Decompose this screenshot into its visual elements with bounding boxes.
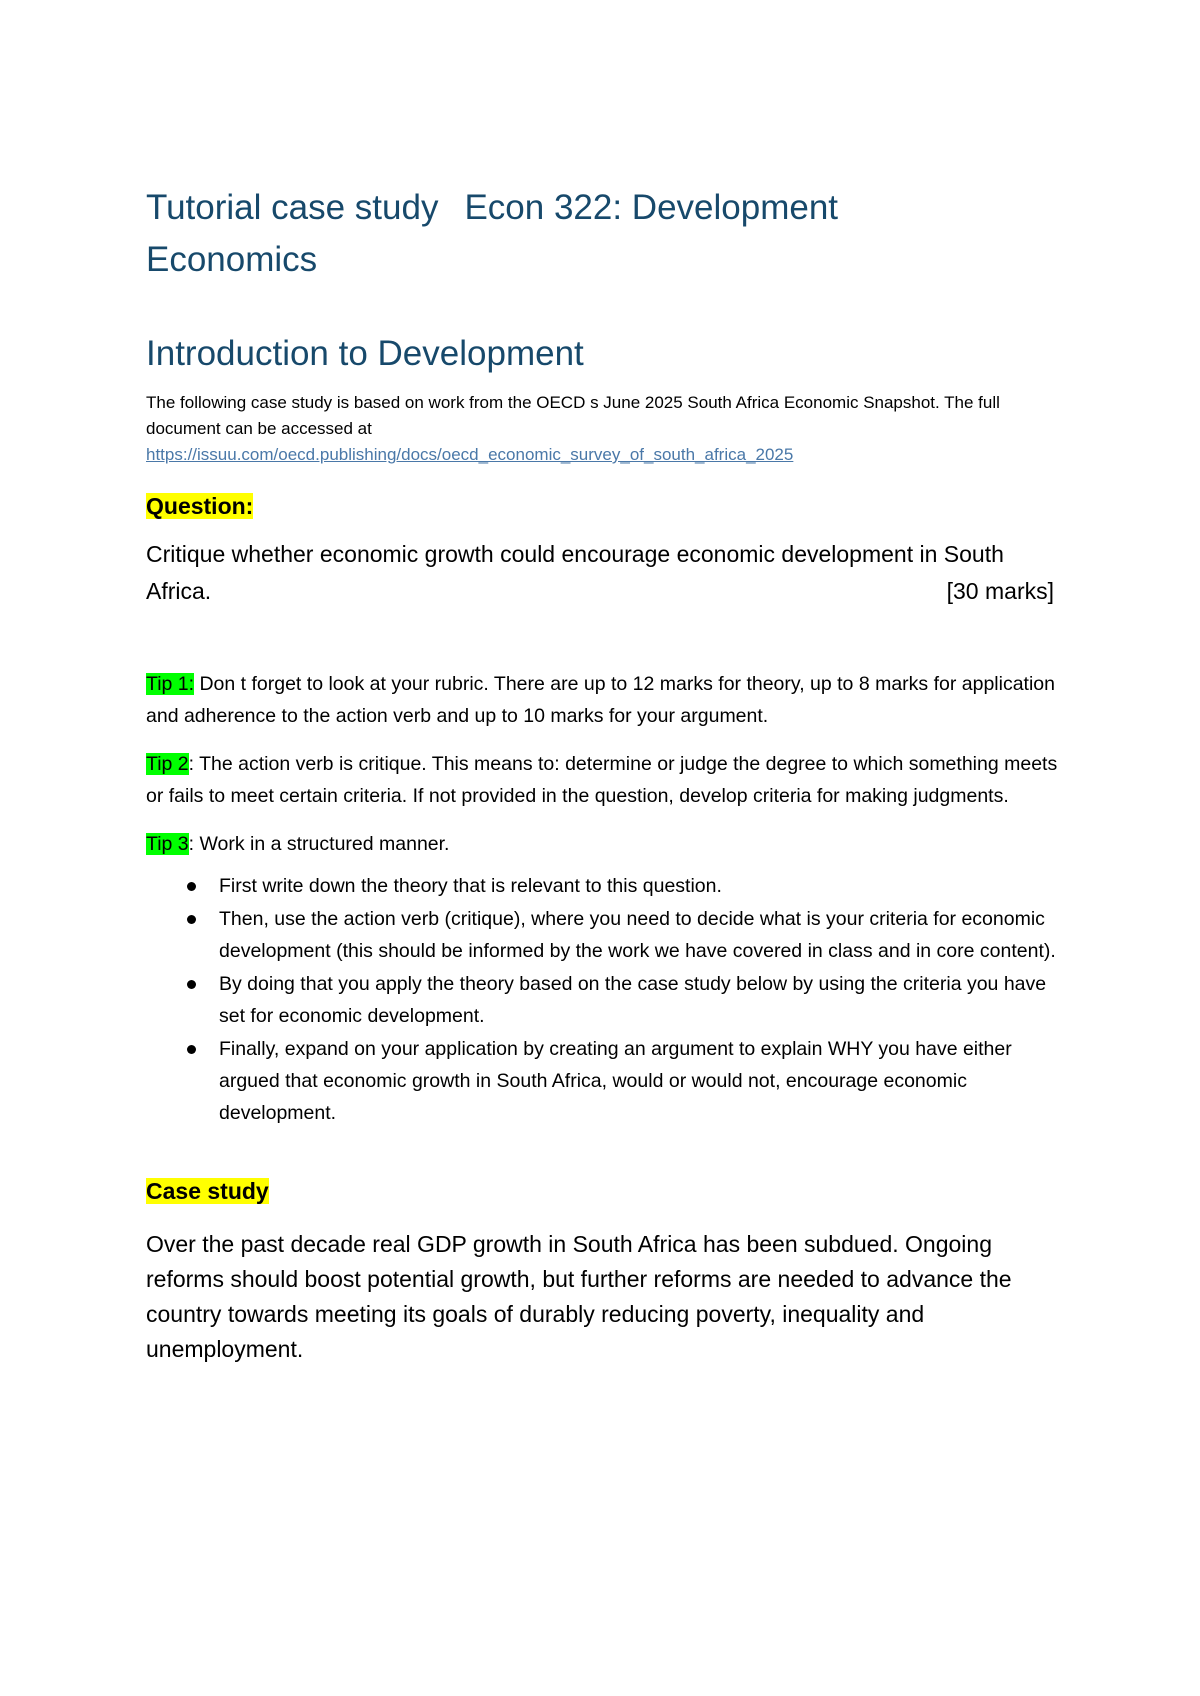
document-title (146, 182, 1066, 286)
question-heading-label: Question: (146, 493, 254, 519)
bullet-icon (187, 980, 196, 989)
title-part-1: Tutorial case study (146, 188, 439, 227)
tip-2-label: Tip 2 (146, 753, 189, 775)
tip-1-label: Tip 1: (146, 673, 195, 695)
case-study-text: Over the past decade real GDP growth in South Africa has been subdued. Ongoing reforms should boost potential growth, but further reforms are needed to advance the country towards meeting its goals of durably reducing poverty, inequality and unemployment. (146, 1231, 1012, 1362)
question-marks: [30 marks] (946, 578, 1054, 604)
question-body: Critique whether economic growth could encourage economic development in South Africa. (146, 541, 1004, 604)
tip-1 (146, 668, 1066, 732)
tip-2 (146, 748, 1066, 812)
bullet-icon (187, 882, 196, 891)
list-item-text: Then, use the action verb (critique), where you need to decide what is your criteria for economic development (this should be informed by the work we have covered in class and in core content). (219, 908, 1056, 962)
bullet-icon (187, 915, 196, 924)
case-study-heading-label: Case study (146, 1178, 269, 1204)
steps-list (146, 870, 1066, 1129)
tip-3-text: : Work in a structured manner. (188, 833, 450, 855)
bullet-icon (187, 1045, 196, 1054)
list-item-text: Finally, expand on your application by creating an argument to explain WHY you have either argued that economic growth in South Africa, would or would not, encourage economic development. (219, 1038, 1012, 1124)
tip-1-text: Don t forget to look at your rubric. There are up to 12 marks for theory, up to 8 marks for application and adherence to the action verb and up to 10 marks for your argument. (146, 673, 1055, 727)
tip-3-label: Tip 3 (146, 833, 189, 855)
document-page (146, 182, 1066, 1367)
list-item-text: First write down the theory that is relevant to this question. (219, 875, 722, 897)
tip-2-text: : The action verb is critique. This means to: determine or judge the degree to which something meets or fails to meet certain criteria. If not provided in the question, develop criteria for making judgments. (146, 753, 1058, 807)
list-item (146, 870, 1066, 902)
question-text (146, 536, 1066, 610)
title-part-2: Econ 322: Development (464, 188, 839, 227)
list-item (146, 1033, 1066, 1129)
source-link[interactable]: https://issuu.com/oecd.publishing/docs/oecd_economic_survey_of_south_africa_2025 (146, 445, 794, 464)
intro-paragraph (146, 390, 1066, 468)
tip-3 (146, 828, 1066, 860)
section-subtitle: Introduction to Development (146, 334, 584, 373)
list-item (146, 903, 1066, 967)
list-item-text: By doing that you apply the theory based on the case study below by using the criteria you have set for economic development. (219, 973, 1047, 1027)
list-item (146, 968, 1066, 1032)
title-line-2: Economics (146, 240, 318, 279)
question-heading (146, 490, 1066, 522)
intro-text: The following case study is based on work from the OECD s June 2025 South Africa Economic Snapshot. The full document can be accessed at (146, 393, 1000, 438)
case-study-heading (146, 1175, 1066, 1207)
